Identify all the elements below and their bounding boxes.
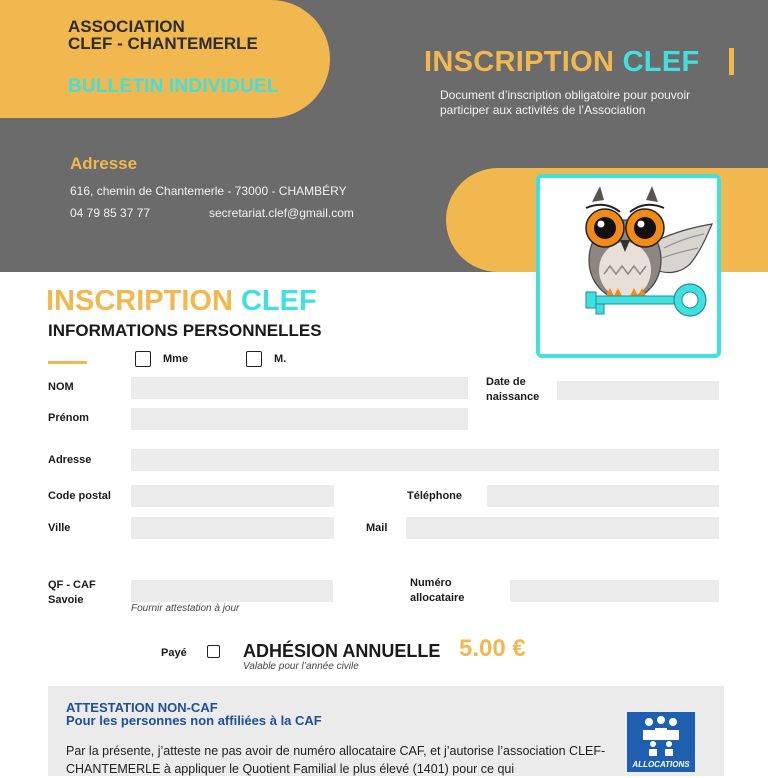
- label-nom: NOM: [48, 381, 74, 393]
- label-mail: Mail: [366, 522, 388, 534]
- label-prenom: Prénom: [48, 412, 89, 424]
- owl-logo: [536, 174, 721, 358]
- form-title: [46, 285, 317, 318]
- header-title-accent: CLEF: [622, 46, 700, 78]
- email-address: secretariat.clef@gmail.com: [209, 206, 354, 220]
- header-desc-line1: Document d’inscription obligatoire pour pouvoir: [440, 88, 691, 102]
- field-prenom[interactable]: [131, 408, 468, 430]
- field-nom[interactable]: [131, 377, 468, 399]
- phone-number: 04 79 85 37 77: [70, 206, 151, 220]
- label-qf-line1: QF - CAF: [48, 579, 96, 591]
- label-adresse: Adresse: [48, 454, 92, 466]
- label-code-postal: Code postal: [48, 490, 111, 502]
- caf-family-icon: [627, 712, 695, 758]
- qf-hint: Fournir attestation à jour: [131, 603, 240, 614]
- field-numero-allocataire[interactable]: [510, 580, 719, 602]
- attestation-subheading: Pour les personnes non affiliées à la CAF: [66, 713, 322, 728]
- label-qf-line2: Savoie: [48, 594, 84, 606]
- field-dob[interactable]: [557, 381, 719, 400]
- org-name: [68, 18, 258, 52]
- field-qf-caf[interactable]: [131, 580, 333, 602]
- org-name-line1: ASSOCIATION: [68, 17, 185, 36]
- form-title-main: INSCRIPTION: [46, 285, 233, 317]
- label-mme: Mme: [163, 353, 189, 365]
- caf-logo-text: ALLOCATIONS: [632, 760, 690, 769]
- attestation-heading: ATTESTATION NON-CAF: [66, 700, 218, 715]
- label-telephone: Téléphone: [407, 490, 463, 502]
- label-paye: Payé: [161, 647, 187, 659]
- field-ville[interactable]: [131, 517, 334, 539]
- header-title: [424, 46, 699, 79]
- label-ville: Ville: [48, 522, 71, 534]
- checkbox-m[interactable]: [246, 351, 262, 367]
- field-code-postal[interactable]: [131, 485, 334, 507]
- adhesion-price: 5.00 €: [459, 635, 526, 662]
- section-title: INFORMATIONS PERSONNELLES: [48, 321, 322, 340]
- label-qf-caf: [48, 578, 96, 608]
- header-title-main: INSCRIPTION: [424, 46, 615, 78]
- label-dob: [486, 375, 539, 405]
- label-numero-line2: allocataire: [410, 592, 465, 604]
- address-line: 616, chemin de Chantemerle - 73000 - CHAMBÉRY: [70, 184, 347, 198]
- adhesion-title: ADHÉSION ANNUELLE: [243, 641, 441, 661]
- checkbox-paye[interactable]: [207, 645, 220, 658]
- address-heading: Adresse: [70, 154, 138, 173]
- owl-key-icon: [540, 178, 717, 354]
- field-adresse[interactable]: [131, 449, 719, 471]
- header-desc-line2: participer aux activités de l’Association: [440, 103, 646, 117]
- checkbox-mme[interactable]: [135, 351, 151, 367]
- label-dob-line1: Date de: [486, 376, 526, 388]
- header-description: [440, 88, 740, 118]
- label-m: M.: [274, 353, 287, 365]
- field-mail[interactable]: [406, 517, 719, 539]
- header-accent-bar: [729, 48, 734, 75]
- bulletin-label: BULLETIN INDIVIDUEL: [68, 76, 279, 97]
- adhesion-subtitle: Valable pour l’année civile: [243, 661, 359, 672]
- label-numero-allocataire: [410, 576, 464, 606]
- label-numero-line1: Numéro: [410, 577, 452, 589]
- field-telephone[interactable]: [487, 485, 719, 507]
- org-name-line2: CLEF - CHANTEMERLE: [68, 34, 258, 53]
- label-dob-line2: naissance: [486, 391, 540, 403]
- form-title-accent: CLEF: [240, 285, 317, 317]
- section-underline: [48, 361, 87, 364]
- attestation-text: Par la présente, j’atteste ne pas avoir de numéro allocataire CAF, et j’autorise l’association CLEF-CHANTEMERLE à appliquer le Quotient Familial le plus élevé (1401) pour ce qui: [66, 744, 606, 776]
